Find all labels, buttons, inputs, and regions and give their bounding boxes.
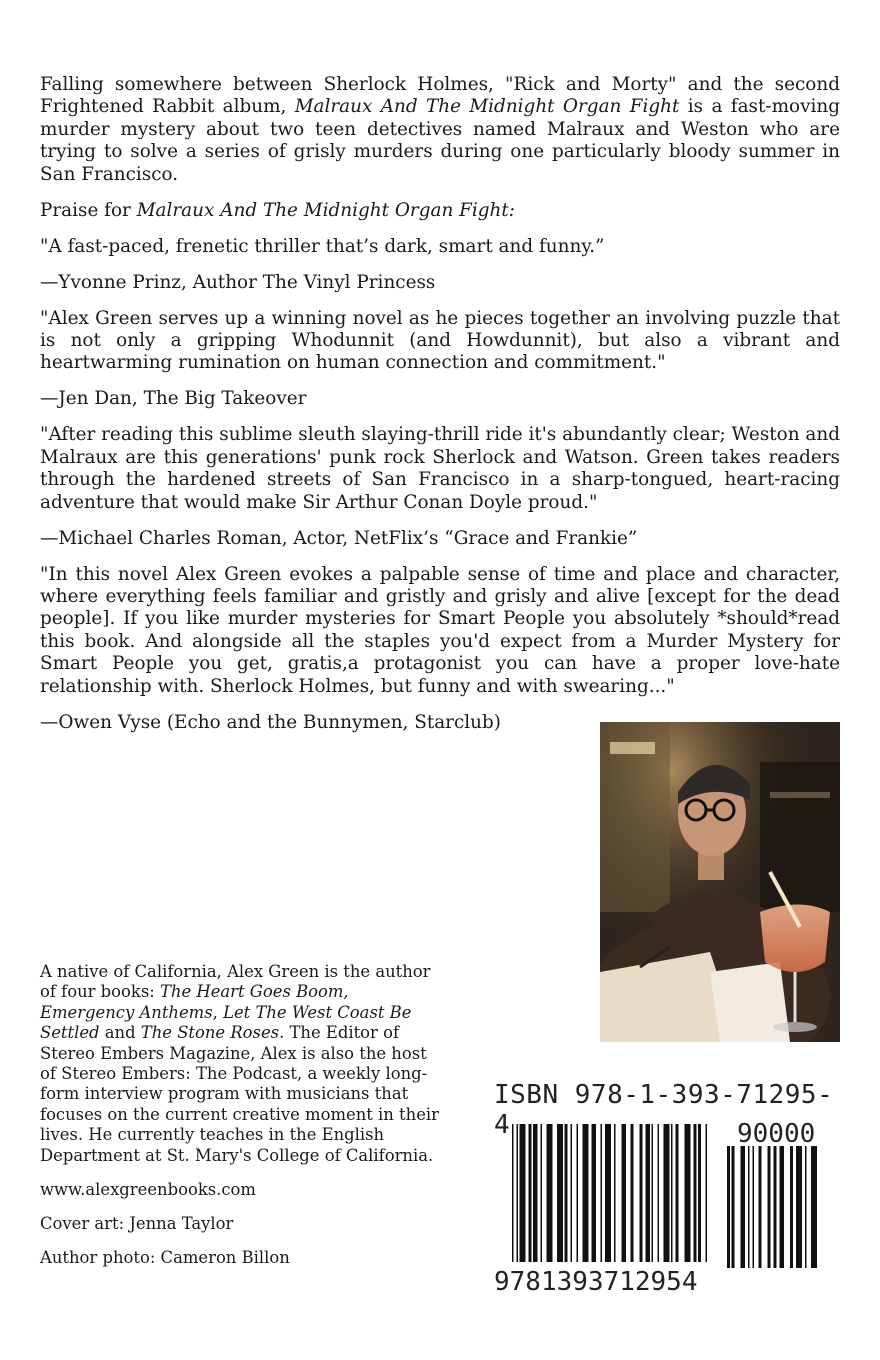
barcode-bar-23 [671, 1124, 673, 1262]
addon-bar-0 [727, 1146, 730, 1268]
book-title-3: The Stone Roses [140, 1023, 280, 1043]
quote-4: "In this novel Alex Green evokes a palpable sense of time and place and character, where everything feels familiar and gristly and grisly and alive [except for the dead people]. If you like murder mysteries for Smart People you absolutely *should*read this book. And alongside all the staples you'd expect from a Murder Mystery for Smart People you get, gratis,a protagonist you can have a proper love-hate relationship with. Sherlock Holmes, but funny and with swearing..." [40, 563, 840, 697]
addon-bar-10 [796, 1146, 802, 1268]
author-bio [40, 962, 440, 1282]
book-title: Malraux And The Midnight Organ Fight [294, 96, 680, 118]
barcode-bar-12 [592, 1124, 597, 1262]
addon-bar-8 [780, 1146, 785, 1268]
barcode-bar-11 [583, 1124, 589, 1262]
barcode-bar-27 [698, 1124, 701, 1262]
quote-2: "Alex Green serves up a winning novel as he pieces together an involving puzzle that is not only a gripping Whodunnit (and Howdunnit), but also a vibrant and heartwarming rumination on human connection and commitment." [40, 307, 840, 374]
addon-bar-12 [811, 1146, 817, 1268]
attribution-3: —Michael Charles Roman, Actor, NetFlix’s “Grace and Frankie” [40, 527, 638, 549]
back-cover-text [40, 74, 840, 748]
praise-title: Malraux And The Midnight Organ Fight: [136, 199, 515, 221]
praise-label: Praise for [40, 199, 137, 221]
cover-art-credit: Cover art: Jenna Taylor [40, 1213, 234, 1233]
barcode-bar-8 [565, 1124, 568, 1262]
bio-paragraph [40, 962, 440, 1166]
barcode-bar-15 [614, 1124, 616, 1262]
praise-heading [40, 200, 840, 222]
quote-1: "A fast-paced, frenetic thriller that’s dark, smart and funny.” [40, 235, 605, 257]
barcode-bar-28 [706, 1124, 708, 1262]
barcode-bar-13 [601, 1124, 603, 1262]
barcode-addon-digits: 90000 [737, 1119, 816, 1149]
barcode-bar-18 [640, 1124, 643, 1262]
addon-bar-11 [805, 1146, 807, 1268]
attribution-4: —Owen Vyse (Echo and the Bunnymen, Starclub) [40, 711, 501, 733]
barcode-bar-10 [577, 1124, 579, 1262]
author-photo-illustration [600, 722, 840, 1042]
barcode-bar-9 [571, 1124, 573, 1262]
barcode-bar-0 [512, 1124, 514, 1262]
barcode-bar-4 [533, 1124, 538, 1262]
addon-bar-3 [748, 1146, 750, 1268]
barcode-bar-7 [557, 1124, 563, 1262]
barcode-bar-25 [685, 1124, 691, 1262]
book-title-2: Let The West Coast Be Settled [40, 1002, 412, 1043]
description-text-1: Falling somewhere between Sherlock Holmes, "Rick and Morty" and the second Frightened Rabbit album, [40, 74, 840, 118]
addon-bar-1 [732, 1146, 735, 1268]
quote-3: "After reading this sublime sleuth slaying-thrill ride it's abundantly clear; Weston and Malraux are this generations' punk rock Sherlock and Watson. Green takes readers through the hardened streets of San Francisco in a sharp-tongued, heart-racing adventure that would make Sir Arthur Conan Doyle proud." [40, 424, 840, 513]
barcode-bar-1 [517, 1124, 519, 1262]
addon-bar-2 [741, 1146, 746, 1268]
addon-bar-6 [768, 1146, 771, 1268]
barcode-bar-22 [664, 1124, 670, 1262]
barcode-bar-21 [658, 1124, 660, 1262]
website[interactable]: www.alexgreenbooks.com [40, 1179, 256, 1199]
barcode-bar-2 [520, 1124, 526, 1262]
attribution-1: —Yvonne Prinz, Author The Vinyl Princess [40, 271, 436, 293]
bio-text-3: and [99, 1023, 141, 1043]
barcode-bar-24 [676, 1124, 679, 1262]
addon-bar-4 [753, 1146, 755, 1268]
barcode-bar-17 [631, 1124, 634, 1262]
barcode-bar-14 [605, 1124, 611, 1262]
author-photo-credit: Author photo: Cameron Billon [40, 1247, 290, 1267]
barcode-bar-5 [541, 1124, 543, 1262]
barcode-bar-3 [529, 1124, 532, 1262]
book-title-1: The Heart Goes Boom, Emergency Anthems [40, 982, 349, 1022]
barcode-bar-16 [622, 1124, 627, 1262]
isbn-label: ISBN 978-1-393-71295-4 [494, 1080, 834, 1140]
addon-barcode-bars [727, 1146, 817, 1268]
addon-bar-5 [759, 1146, 762, 1268]
bio-text-1: A native of California, Alex Green is the author of four books: [40, 962, 431, 1002]
bio-text-2: , [212, 1002, 224, 1022]
barcode [494, 1112, 834, 1294]
barcode-bar-6 [547, 1124, 553, 1262]
description-text-2: is a fast-moving murder mystery about two teen detectives named Malraux and Weston who are trying to solve a series of grisly murders during one particularly bloody summer in San Francisco. [40, 96, 840, 185]
barcode-bar-26 [694, 1124, 697, 1262]
author-photo [600, 722, 840, 1042]
barcode-digits: 9781393712954 [494, 1267, 698, 1294]
attribution-2: —Jen Dan, The Big Takeover [40, 388, 307, 410]
barcode-bar-19 [646, 1124, 651, 1262]
barcode-bar-20 [652, 1124, 654, 1262]
bio-text-4: . The Editor of Stereo Embers Magazine, Alex is also the host of Stereo Embers: The Podcast, a weekly long-form interview program with musicians that focuses on the current creative moment in their lives. He currently teaches in the English Department at St. Mary's College of California. [40, 1023, 439, 1165]
main-barcode-bars [512, 1124, 707, 1262]
addon-bar-9 [790, 1146, 793, 1268]
book-description [40, 74, 840, 186]
addon-bar-7 [774, 1146, 777, 1268]
